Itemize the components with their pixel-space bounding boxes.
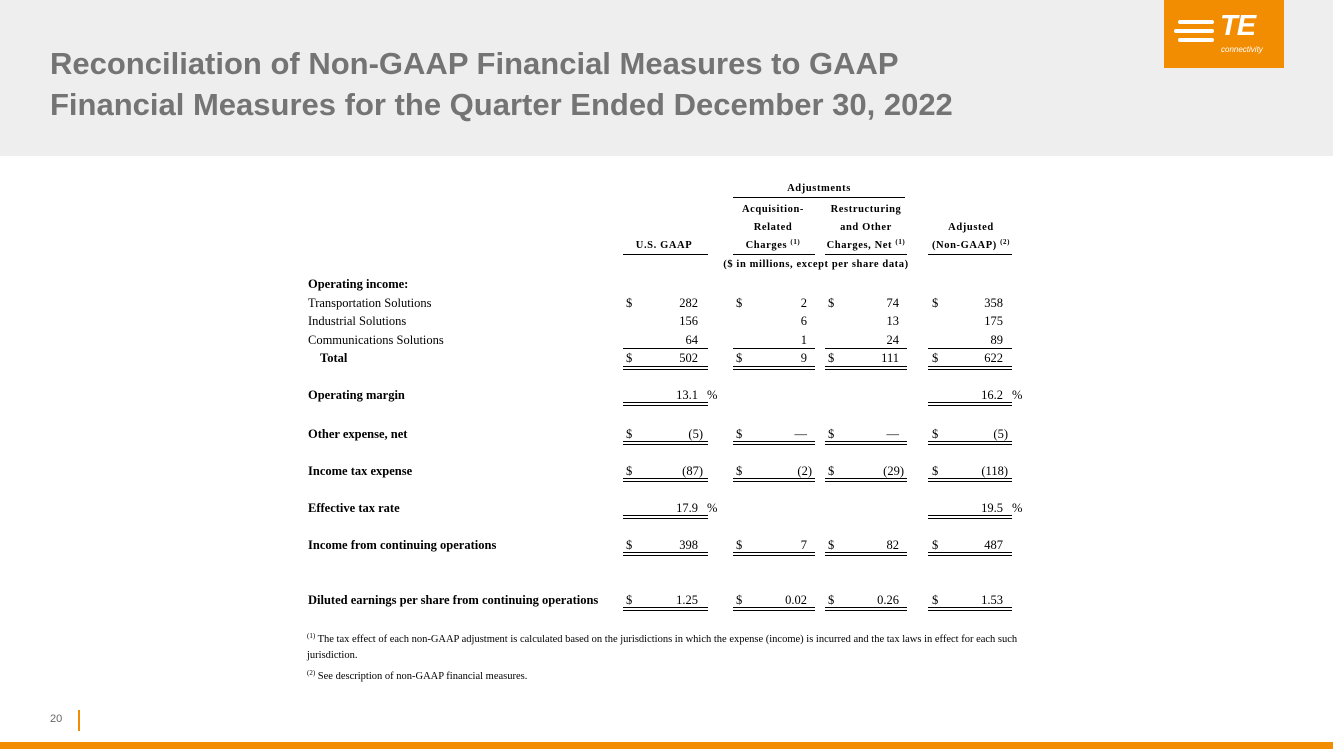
- tax-expense-double-rule: [928, 478, 1012, 482]
- other-expense-gaap: (5): [688, 427, 703, 441]
- eps-restr: 0.26: [877, 593, 899, 607]
- currency-symbol: $: [736, 538, 743, 552]
- other-expense-double-rule: [733, 441, 815, 445]
- title-line-1: Reconciliation of Non-GAAP Financial Measures to GAAP: [50, 46, 899, 81]
- logo-bar: [1174, 29, 1214, 33]
- currency-symbol: $: [828, 296, 835, 310]
- logo-mark: TE: [1220, 10, 1256, 42]
- row-label-operating-margin: Operating margin: [308, 388, 405, 402]
- restr-header-1: Restructuring: [830, 204, 902, 215]
- income-cont-double-rule: [733, 552, 815, 556]
- currency-symbol: $: [626, 351, 633, 365]
- adjustments-header: Adjustments: [787, 183, 851, 194]
- tax-rate-double-rule: [928, 515, 1012, 519]
- units-note: ($ in millions, except per share data): [723, 259, 909, 270]
- adjusted-header-2-text: (Non-GAAP): [931, 240, 997, 251]
- restr-header-3-text: Charges, Net: [826, 240, 893, 251]
- restr-header-2: and Other: [840, 222, 892, 233]
- operating-income-label: Operating income:: [308, 277, 409, 291]
- te-connectivity-logo: [1164, 0, 1284, 68]
- currency-symbol: $: [736, 296, 743, 310]
- acq-header-3: [725, 239, 821, 253]
- other-expense-adj: (5): [993, 427, 1008, 441]
- income-cont-double-rule: [825, 552, 907, 556]
- income-cont-acq: 7: [800, 538, 807, 552]
- adjusted-header-1: Adjusted: [948, 222, 994, 233]
- subtotal-rule: [825, 348, 907, 349]
- tax-expense-double-rule: [733, 478, 815, 482]
- tax-rate-gaap: 17.9: [676, 501, 698, 515]
- tax-expense-double-rule: [623, 478, 708, 482]
- logo-bar: [1178, 20, 1214, 24]
- margin-double-rule: [623, 402, 708, 406]
- row-label-income-tax-expense: Income tax expense: [308, 464, 413, 478]
- adjusted-header-rule: [928, 254, 1012, 255]
- acq-header-note: (1): [790, 238, 801, 246]
- footnote-2: [307, 669, 1027, 685]
- currency-symbol: $: [828, 593, 835, 607]
- other-expense-double-rule: [825, 441, 907, 445]
- adjusted-header-2: [925, 239, 1017, 253]
- row-label-other-expense: Other expense, net: [308, 427, 408, 441]
- eps-double-rule: [928, 607, 1012, 611]
- communications-restr: 24: [886, 333, 899, 347]
- eps-acq: 0.02: [785, 593, 807, 607]
- us-gaap-header-rule: [623, 254, 708, 255]
- other-expense-double-rule: [928, 441, 1012, 445]
- footnote-2-text: See description of non-GAAP financial measures.: [317, 671, 528, 682]
- subtotal-rule: [928, 348, 1012, 349]
- tax-expense-acq: (2): [797, 464, 812, 478]
- eps-double-rule: [825, 607, 907, 611]
- other-expense-restr: —: [886, 427, 899, 441]
- tax-expense-adj: (118): [981, 464, 1008, 478]
- page-number-divider: [78, 710, 80, 731]
- acq-header-rule: [733, 254, 815, 255]
- row-label-transportation: Transportation Solutions: [308, 296, 432, 310]
- total-acq: 9: [800, 351, 807, 365]
- transportation-acq: 2: [800, 296, 807, 310]
- other-expense-acq: —: [794, 427, 807, 441]
- page-number: 20: [50, 713, 63, 725]
- footnote-1-text: The tax effect of each non-GAAP adjustment is calculated based on the jurisdictions in which the expense (income) is incurred and the tax laws in effect for each such jurisdiction.: [307, 634, 1018, 661]
- subtotal-rule: [733, 348, 815, 349]
- currency-symbol: $: [932, 427, 939, 441]
- income-cont-adj: 487: [984, 538, 1003, 552]
- total-double-rule: [733, 366, 815, 370]
- eps-adj: 1.53: [981, 593, 1003, 607]
- currency-symbol: $: [736, 464, 743, 478]
- footnote-1-mark: (1): [307, 632, 316, 640]
- industrial-adj: 175: [984, 314, 1003, 328]
- total-double-rule: [928, 366, 1012, 370]
- total-adj: 622: [984, 351, 1003, 365]
- other-expense-double-rule: [623, 441, 708, 445]
- percent-sign: %: [1012, 388, 1023, 402]
- footnote-1: [307, 632, 1027, 664]
- percent-sign: %: [707, 388, 718, 402]
- us-gaap-header: U.S. GAAP: [635, 240, 693, 251]
- currency-symbol: $: [932, 464, 939, 478]
- currency-symbol: $: [932, 296, 939, 310]
- eps-double-rule: [733, 607, 815, 611]
- income-cont-double-rule: [623, 552, 708, 556]
- currency-symbol: $: [626, 593, 633, 607]
- logo-bar: [1178, 38, 1214, 42]
- row-label-communications: Communications Solutions: [308, 333, 444, 347]
- title-line-2: Financial Measures for the Quarter Ended December 30, 2022: [50, 87, 953, 122]
- subtotal-rule: [623, 348, 708, 349]
- currency-symbol: $: [626, 464, 633, 478]
- communications-gaap: 64: [685, 333, 698, 347]
- currency-symbol: $: [828, 464, 835, 478]
- tax-rate-adj: 19.5: [981, 501, 1003, 515]
- tax-expense-gaap: (87): [682, 464, 703, 478]
- restr-header-note: (1): [895, 238, 906, 246]
- total-restr: 111: [881, 351, 899, 365]
- currency-symbol: $: [736, 351, 743, 365]
- row-label-industrial: Industrial Solutions: [308, 314, 407, 328]
- currency-symbol: $: [626, 296, 633, 310]
- operating-margin-gaap: 13.1: [676, 388, 698, 402]
- margin-double-rule: [928, 402, 1012, 406]
- acq-header-2: Related: [753, 222, 793, 233]
- transportation-restr: 74: [886, 296, 899, 310]
- currency-symbol: $: [932, 538, 939, 552]
- operating-margin-adj: 16.2: [981, 388, 1003, 402]
- income-cont-gaap: 398: [679, 538, 698, 552]
- row-label-total: Total: [320, 351, 348, 365]
- page-title: [50, 43, 953, 125]
- acq-header-1: Acquisition-: [741, 204, 805, 215]
- currency-symbol: $: [626, 538, 633, 552]
- acq-header-3-text: Charges: [745, 240, 788, 251]
- total-double-rule: [623, 366, 708, 370]
- total-gaap: 502: [679, 351, 698, 365]
- tax-rate-double-rule: [623, 515, 708, 519]
- industrial-gaap: 156: [679, 314, 698, 328]
- communications-adj: 89: [990, 333, 1003, 347]
- currency-symbol: $: [736, 427, 743, 441]
- currency-symbol: $: [828, 427, 835, 441]
- currency-symbol: $: [736, 593, 743, 607]
- total-double-rule: [825, 366, 907, 370]
- restr-header-3: [818, 239, 914, 253]
- industrial-acq: 6: [800, 314, 807, 328]
- communications-acq: 1: [800, 333, 807, 347]
- currency-symbol: $: [626, 427, 633, 441]
- restr-header-rule: [825, 254, 907, 255]
- row-label-income-continuing: Income from continuing operations: [308, 538, 497, 552]
- row-label-effective-tax-rate: Effective tax rate: [308, 501, 400, 515]
- industrial-restr: 13: [886, 314, 899, 328]
- tax-expense-double-rule: [825, 478, 907, 482]
- currency-symbol: $: [828, 351, 835, 365]
- tax-expense-restr: (29): [883, 464, 904, 478]
- eps-double-rule: [623, 607, 708, 611]
- logo-subtitle: connectivity: [1221, 45, 1263, 54]
- income-cont-double-rule: [928, 552, 1012, 556]
- transportation-adj: 358: [984, 296, 1003, 310]
- income-cont-restr: 82: [886, 538, 899, 552]
- currency-symbol: $: [932, 593, 939, 607]
- transportation-gaap: 282: [679, 296, 698, 310]
- footer-accent-bar: [0, 742, 1333, 749]
- percent-sign: %: [707, 501, 718, 515]
- adjustments-rule: [733, 197, 905, 198]
- adjusted-header-note: (2): [1000, 238, 1011, 246]
- currency-symbol: $: [932, 351, 939, 365]
- footnote-2-mark: (2): [307, 669, 316, 677]
- row-label-diluted-eps: Diluted earnings per share from continuing operations: [308, 593, 599, 607]
- currency-symbol: $: [828, 538, 835, 552]
- percent-sign: %: [1012, 501, 1023, 515]
- eps-gaap: 1.25: [676, 593, 698, 607]
